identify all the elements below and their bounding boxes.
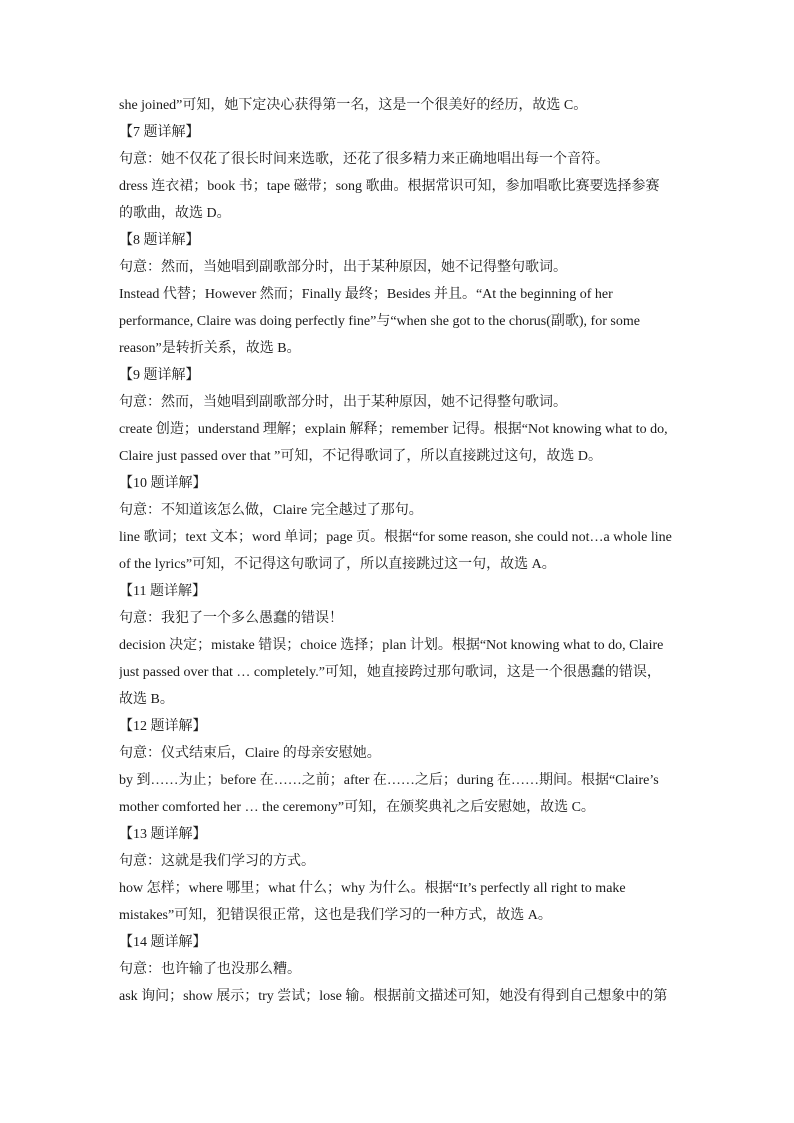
section-heading: 【7 题详解】	[119, 125, 200, 140]
section-heading: 【8 题详解】	[119, 233, 200, 248]
text-line: just passed over that … completely.”可知，她直接跨过那句歌词，这是一个很愚蠢的错误，	[119, 665, 661, 680]
document-body	[119, 92, 679, 1010]
text-line: 的歌曲，故选 D。	[119, 206, 231, 221]
text-line: decision 决定；mistake 错误；choice 选择；plan 计划。根据“Not knowing what to do, Claire	[119, 638, 664, 653]
section-heading: 【13 题详解】	[119, 827, 207, 842]
text-line: by 到……为止；before 在……之前；after 在……之后；during 在……期间。根据“Claire’s	[119, 773, 659, 788]
text-line: ask 询问；show 展示；try 尝试；lose 输。根据前文描述可知，她没有得到自己想象中的第	[119, 989, 668, 1004]
text-line: 句意：我犯了一个多么愚蠢的错误！	[119, 611, 343, 626]
text-line: 句意：仪式结束后，Claire 的母亲安慰她。	[119, 746, 381, 761]
text-line: how 怎样；where 哪里；what 什么；why 为什么。根据“It’s perfectly all right to make	[119, 881, 626, 896]
text-line: line 歌词；text 文本；word 单词；page 页。根据“for some reason, she could not…a whole line	[119, 530, 672, 545]
text-line: reason”是转折关系，故选 B。	[119, 341, 301, 356]
text-line: Claire just passed over that ”可知，不记得歌词了，所以直接跳过这句，故选 D。	[119, 449, 602, 464]
text-line: dress 连衣裙；book 书；tape 磁带；song 歌曲。根据常识可知，参加唱歌比赛要选择参赛	[119, 179, 660, 194]
text-line: mother comforted her … the ceremony”可知，在颁奖典礼之后安慰她，故选 C。	[119, 800, 595, 815]
text-line: 句意：不知道该怎么做，Claire 完全越过了那句。	[119, 503, 423, 518]
text-line: 句意：这就是我们学习的方式。	[119, 854, 315, 869]
section-heading: 【9 题详解】	[119, 368, 200, 383]
text-line: 句意：也许输了也没那么糟。	[119, 962, 301, 977]
text-line: she joined”可知，她下定决心获得第一名，这是一个很美好的经历，故选 C。	[119, 98, 588, 113]
text-line: 句意：然而，当她唱到副歌部分时，出于某种原因，她不记得整句歌词。	[119, 395, 567, 410]
text-line: 句意：然而，当她唱到副歌部分时，出于某种原因，她不记得整句歌词。	[119, 260, 567, 275]
text-line: of the lyrics”可知，不记得这句歌词了，所以直接跳过这一句，故选 A。	[119, 557, 556, 572]
text-line: performance, Claire was doing perfectly fine”与“when she got to the chorus(副歌), for some	[119, 314, 640, 329]
text-line: 句意：她不仅花了很长时间来选歌，还花了很多精力来正确地唱出每一个音符。	[119, 152, 609, 167]
text-line: mistakes”可知，犯错误很正常，这也是我们学习的一种方式，故选 A。	[119, 908, 552, 923]
text-line: create 创造；understand 理解；explain 解释；remember 记得。根据“Not knowing what to do,	[119, 422, 668, 437]
section-heading: 【10 题详解】	[119, 476, 207, 491]
section-heading: 【14 题详解】	[119, 935, 207, 950]
text-line: 故选 B。	[119, 692, 174, 707]
section-heading: 【11 题详解】	[119, 584, 206, 599]
section-heading: 【12 题详解】	[119, 719, 207, 734]
text-line: Instead 代替；However 然而；Finally 最终；Besides 并且。“At the beginning of her	[119, 287, 613, 302]
